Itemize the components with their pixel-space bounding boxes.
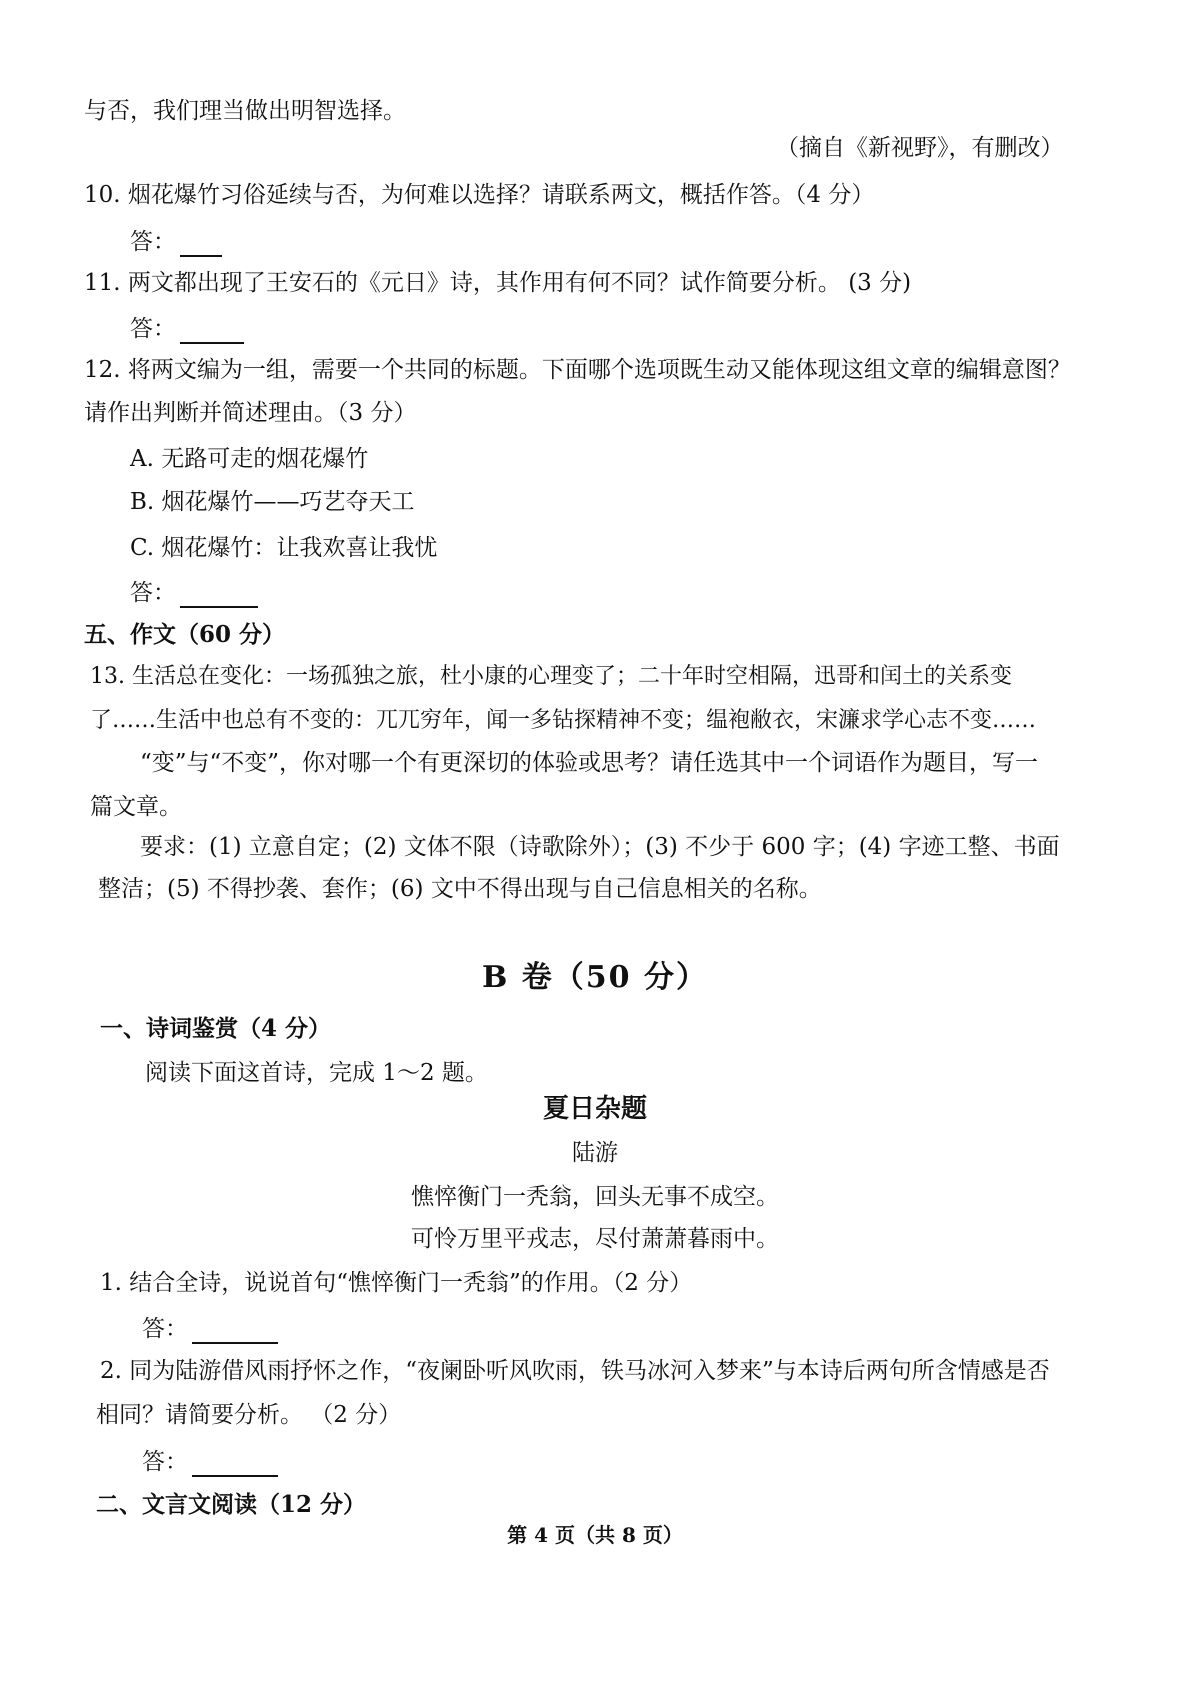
answer-line-11	[130, 314, 244, 344]
poem-line-1: 憔悴衡门一秃翁，回头无事不成空。	[411, 1184, 779, 1210]
question-10: 10. 烟花爆竹习俗延续与否，为何难以选择？请联系两文，概括作答。（4 分）	[84, 182, 875, 208]
question-b2-line1: 2. 同为陆游借风雨抒怀之作，“夜阑卧听风吹雨，铁马冰河入梦来”与本诗后两句所含情感是否	[100, 1358, 1050, 1384]
answer-label: 答：	[130, 229, 176, 255]
option-a: A. 无路可走的烟花爆竹	[130, 446, 369, 472]
poem-instruction: 阅读下面这首诗，完成 1～2 题。	[145, 1060, 488, 1086]
answer-blank	[180, 233, 222, 257]
poem-author: 陆游	[572, 1140, 618, 1166]
question-b2-line2: 相同？请简要分析。 （2 分）	[96, 1402, 402, 1428]
poem-line-2: 可怜万里平戎志，尽付萧萧暮雨中。	[411, 1226, 779, 1252]
option-b: B. 烟花爆竹——巧艺夺天工	[130, 489, 415, 515]
answer-label: 答：	[130, 580, 176, 606]
section-heading-poetry: 一、诗词鉴赏（4 分）	[100, 1015, 332, 1042]
answer-label: 答：	[142, 1316, 188, 1342]
section-heading-composition: 五、作文（60 分）	[84, 621, 286, 648]
poem-title: 夏日杂题	[542, 1094, 647, 1124]
answer-line-b1	[142, 1314, 278, 1344]
question-12-line1: 12. 将两文编为一组，需要一个共同的标题。下面哪个选项既生动又能体现这组文章的编辑意图？	[84, 357, 1071, 383]
requirements-line2: 整洁；(5) 不得抄袭、套作；(6) 文中不得出现与自己信息相关的名称。	[98, 876, 822, 902]
answer-line-b2	[142, 1447, 278, 1477]
question-b1: 1. 结合全诗，说说首句“憔悴衡门一秃翁”的作用。（2 分）	[100, 1270, 693, 1296]
requirements-line1: 要求：(1) 立意自定；(2) 文体不限（诗歌除外）；(3) 不少于 600 字；(4) 字迹工整、书面	[140, 834, 1060, 860]
answer-line-12	[130, 578, 258, 608]
text-line: 与否，我们理当做出明智选择。	[84, 98, 406, 124]
answer-blank	[192, 1320, 278, 1344]
question-13-line4: 篇文章。	[90, 794, 182, 820]
page-number-footer: 第 4 页（共 8 页）	[507, 1523, 683, 1547]
question-11: 11. 两文都出现了王安石的《元日》诗，其作用有何不同？试作简要分析。 (3 分)	[84, 270, 912, 296]
answer-blank	[180, 584, 258, 608]
question-12-line2: 请作出判断并简述理由。（3 分）	[84, 400, 417, 426]
question-13-line2: 了……生活中也总有不变的：兀兀穷年，闻一多钻探精神不变；缊袍敝衣，宋濂求学心志不变……	[90, 708, 1037, 733]
section-title-b: B 卷（50 分）	[482, 960, 708, 995]
option-c: C. 烟花爆竹：让我欢喜让我忧	[130, 535, 438, 561]
answer-label: 答：	[130, 316, 176, 342]
answer-label: 答：	[142, 1449, 188, 1475]
answer-line-10	[130, 227, 222, 257]
source-note: （摘自《新视野》，有删改）	[776, 135, 1064, 161]
question-13-line3: “变”与“不变”，你对哪一个有更深切的体验或思考？请任选其中一个词语作为题目，写一	[140, 750, 1039, 776]
answer-blank	[180, 320, 244, 344]
section-heading-classical: 二、文言文阅读（12 分）	[96, 1491, 367, 1518]
answer-blank	[192, 1453, 278, 1477]
question-13-line1: 13. 生活总在变化：一场孤独之旅，杜小康的心理变了；二十年时空相隔，迅哥和闰土的关系变	[90, 664, 1012, 689]
